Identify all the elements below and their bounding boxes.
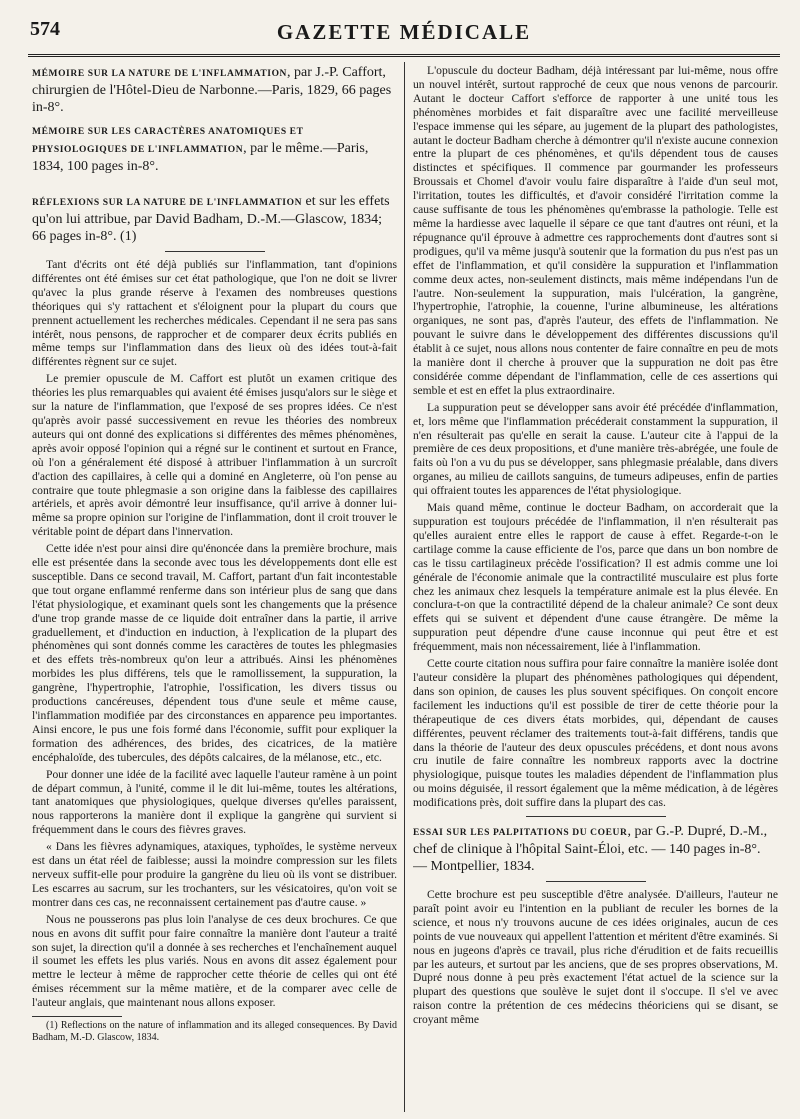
left-column xyxy=(32,64,397,1112)
footnote-rule xyxy=(32,1016,122,1017)
biblio-entry xyxy=(32,193,397,245)
biblio-title: MÉMOIRE SUR LES CARACTÈRES ANATOMIQUES ET PHYSIOLOGIQUES DE L'INFLAMMATION xyxy=(32,127,304,155)
separator-rule xyxy=(546,881,646,882)
ornament-space xyxy=(32,181,397,193)
biblio-details: , par J.-P. Caffort, chirurgien de l'Hôtel-Dieu de Narbonne.—Paris, 1829, 66 pages in-8°. xyxy=(32,65,392,115)
article-paragraph: Pour donner une idée de la facilité avec laquelle l'auteur ramène à un point de départ commun, à l'unité, comme il le dit lui-même, toutes les altérations, tant anatomiques que physiologiques, quelque diverses qu'elles paraissent, nous rapporterons la manière dont il explique la gangrène qui survient si fréquemment dans le cours des fièvres graves. xyxy=(32,767,397,837)
biblio-title: RÉFLEXIONS SUR LA NATURE DE L'INFLAMMATION xyxy=(32,198,303,208)
article-paragraph: La suppuration peut se développer sans avoir été précédée d'inflammation, et, lors même que l'inflammation précéderait constamment la suppuration, il n'en résulterait pas qu'elle en serait la cause. L'auteur cite à l'appui de la première de ces deux propositions, et d'une manière très-abrégée, une foule de faits où l'on a vu du pus se développer, sans phlegmasie préalable, dans divers organes, au milieu de caillots sanguins, de tumeurs adipeuses, enfin de parties qui offraient toutes les apparences de l'état physiologique. xyxy=(413,400,778,498)
separator-rule xyxy=(165,251,265,252)
biblio-details: et sur les effets qu'on lui attribue, par David Badham, D.-M.—Glascow, 1834; 66 pages in-8°. (1) xyxy=(32,194,390,244)
biblio-title: ESSAI SUR LES PALPITATIONS DU COEUR xyxy=(413,828,628,839)
biblio-details: , par le même.—Paris, 1834, 100 pages in-8°. xyxy=(32,141,369,174)
article-paragraph: Cette idée n'est pour ainsi dire qu'énoncée dans la première brochure, mais elle est présentée dans la seconde avec tous les développements dont elle est susceptible. Dans ce second travail, M. Caffort, partant d'un fait incontestable que tout organe enflammé renferme dans son intérieur plus de sang que dans l'état physiologique, et examinant quels sont les changements que la présence d'une trop grande masse de ce liquide doit entraîner dans la partie, il arrive graduellement, et d'induction en induction, à l'explication de la plupart des phénomènes qui sont donnés comme les caractères de toutes les phlegmasies et des effets très-nombreux qu'on leur a attribués. Ainsi les phénomènes morbides les plus différens, tels que le ramollissement, la suppuration, la gangrène, l'hypertrophie, l'atrophie, l'ossification, les divers tissus ou productions cancéreuses, dépendent tous d'une seule et même cause, l'inflammation modifiée par des circonstances en apparence peu importantes. Ainsi encore, le pus une fois formé dans l'économie, suffit pour expliquer la formation des adhérences, des brides, des cicatrices, de la matière encéphaloïde, des tubercules, des dépôts calcaires, de la mélanose, etc., etc. xyxy=(32,542,397,764)
second-article-title xyxy=(413,823,778,875)
column-divider xyxy=(404,62,405,1112)
journal-title: GAZETTE MÉDICALE xyxy=(276,20,532,44)
biblio-entry xyxy=(32,122,397,175)
article-paragraph: Mais quand même, continue le docteur Badham, on accorderait que la suppuration est toujours précédée de l'inflammation, il n'en résulterait pas qu'elles auraient entre elles le rapport de cause à effet. Regarde-t-on le cartilage comme la cause efficiente de l'os, parce que dans un bon nombre de cas le tissu cartilagineux précède l'ossification? Il est admis comme une loi générale de l'économie animale que la contractilité musculaire est plus forte chez les animaux chez lesquels la température animale est la plus élevée. En conclura-t-on que la contractilité dépend de la chaleur animale? Ce sont deux effets qui se suivent et dépendent d'une cause étrangère. De même la suppuration peut dépendre d'une cause inconnue qui peut être et est fréquemment, mais non nécessairement, liée à l'inflammation. xyxy=(413,501,778,654)
footnote: (1) Reflections on the nature of inflammation and its alleged consequences. By David Badham, M.-D. Glascow, 1834. xyxy=(32,1020,397,1044)
article-paragraph: Tant d'écrits ont été déjà publiés sur l'inflammation, tant d'opinions différentes ont été émises sur cet état pathologique, que l'on ne doit se livrer qu'avec la plus grande réserve à l'examen des nombreuses questions théoriques qui s'y rattachent et s'éloignent pour la plupart du cours que prennent actuellement les recherches médicales. Cependant il ne sera pas sans intérêt, nous pensons, de rapprocher et de comparer deux écrits publiés en même temps sur l'inflammation dans des lieux où des idées tout-à-fait différentes règnent sur ce sujet. xyxy=(32,258,397,369)
right-column xyxy=(413,64,778,1112)
separator-rule xyxy=(526,816,666,817)
page-number: 574 xyxy=(30,18,60,40)
article-quote: « Dans les fièvres adynamiques, ataxiques, typhoïdes, le système nerveux est dans un état réel de faiblesse; aussi la moindre compression sur les filets nerveux suffit-elle pour produire la gangrène du lieu où ils vont se distribuer. Les escarres au sacrum, sur les trochanters, sur les vésicatoires, qu'on voit se montrer dans ces cas, ne reconnaissent certainement pas d'autre cause. » xyxy=(32,840,397,909)
biblio-title: MÉMOIRE SUR LA NATURE DE L'INFLAMMATION xyxy=(32,69,288,79)
article-paragraph: L'opuscule du docteur Badham, déjà intéressant par lui-même, nous offre un nouvel intérêt, surtout rapproché de ceux que nous venons de parcourir. Autant le docteur Caffort s'efforce de rapporter à une unité tous les phénomènes morbides et fait disparaître avec une facilité merveilleuse l'espace immense qui les sépare, au jugement de la plupart des pathologistes, autant le docteur Badham cherche à démontrer qu'il n'existe aucune connexion entre la plupart de ces phénomènes, et qu'ils dépendent tous de causes distinctes et spécifiques. Il commence par gourmander les professeurs Broussais et Chomel d'avoir voulu faire disparaître à l'aide d'un seul mot, l'irritation, toutes les difficultés, et d'avoir considéré l'irritation comme la cause suffisante de tous les phénomènes qu'embrasse la pathologie. Telle est même la hardiesse avec laquelle il sépare ce que tant d'autres ont réuni, et la répugnance qu'il éprouve à admettre ces rapprochements dont d'autres sont si prodigues, qu'il va même jusqu'à soutenir que la formation du pus n'est pas un effet de l'inflammation, et qu'il considère la suppuration et l'inflammation comme deux actes, non-seulement distincts, mais même indépendans l'un de l'autre. Non-seulement la suppuration, mais l'ulcération, la gangrène, l'hypertrophie, l'atrophie, la couenne, l'urine albumineuse, les altérations organiques, ne sont pas, d'après l'auteur, des effets de l'inflammation. Ne pouvant le suivre dans le développement des différentes discussions qu'il établit à ce sujet, nous allons nous contenter de faire connaître en peu de mots la manière dont il cherche à prouver que la suppuration ne doit pas être considérée comme dépendant de l'inflammation, celle de ces assertions qui semble et est en effet la plus extraordinaire. xyxy=(413,64,778,397)
page-header xyxy=(28,14,780,57)
article-paragraph: Le premier opuscule de M. Caffort est plutôt un examen critique des théories les plus remarquables qui avaient été émises jusqu'alors sur le siège et sur la nature de l'inflammation, que l'exposé de ses propres idées. Ce n'est qu'après avoir passé successivement en revue les théories des nombreux auteurs qui ont donné des explications si différentes des mêmes phénomènes, après avoir opposé l'opinion qui a régné sur le continent et surtout en France, où l'on a généralement été disposé à attribuer l'inflammation à un surcroît d'action des capillaires, à celle qui a dominé en Angleterre, où l'on pense au contraire que toute phlegmasie a son origine dans la faiblesse des capillaires artériels, et après avoir démontré leur insuffisance, qu'il arrive à donner lui-même sa propre opinion sur l'origine de l'inflammation, dont il croit trouver le véritable point de départ dans l'innervation. xyxy=(32,372,397,539)
article-paragraph: Cette brochure est peu susceptible d'être analysée. D'ailleurs, l'auteur ne paraît point avoir eu l'intention en la publiant de reculer les bornes de la science, et nous n'y trouvons aucune de ces idées originales, aucun de ces points de vue nouveaux qui appellent l'attention et méritent d'être examinés. Si nous en jugeons d'après ce travail, plus riche d'érudition et de faits recueillis par les auteurs, et surtout par les anciens, que de ses propres observations, M. Dupré nous donne à peu près exactement l'état actuel de la science sur la plupart des questions que soulève le sujet dont il s'occupe. Il s'el ve avec raison contre la prétention de ces médecins théoriciens qui se disant, se croyant même xyxy=(413,888,778,1027)
article-paragraph: Cette courte citation nous suffira pour faire connaître la manière isolée dont l'auteur considère la plupart des phénomènes pathologiques qui dépendent, dans son opinion, de causes les plus souvent spécifiques. On conçoit encore facilement les inductions qu'il est possible de tirer de cette théorie pour la thérapeutique de ces divers états morbides, qui, dépendant de causes différentes, peuvent réclamer des traitements tout-à-fait différens, tandis que dans la théorie de l'auteur des deux opuscules précédens, et dont nous avons cru inutile de faire connaître les nombreux rapports avec la doctrine physiologique, puisque toutes les maladies dépendent de l'inflammation plus ou moins déguisée, il ressort également que la même médication, à de légères modifications près, doit suffire dans la plupart des cas. xyxy=(413,657,778,810)
biblio-entry xyxy=(32,64,397,116)
article-paragraph: Nous ne pousserons pas plus loin l'analyse de ces deux brochures. Ce que nous en avons dit suffit pour faire connaître la manière dont l'auteur a traité son sujet, la direction qu'il a donnée à ses recherches et l'enchaînement auquel il soumet les effets les plus variés. Nous en avons dit assez également pour mettre le lecteur à même de rapprocher cette théorie de celles qui ont été émises récemment sur la même matière, et de la comparer avec celle de l'auteur anglais, que maintenant nous allons exposer. xyxy=(32,912,397,1010)
biblio-details: , par G.-P. Dupré, D.-M., chef de clinique à l'hôpital Saint-Éloi, etc. — 140 pages in-8°. — Montpellier, 1834. xyxy=(413,824,768,875)
